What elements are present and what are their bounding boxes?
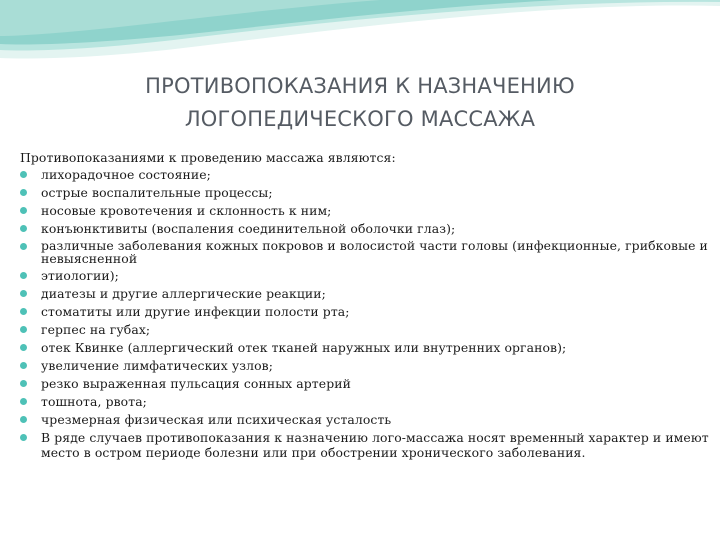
bullet-icon	[20, 416, 27, 423]
bullet-icon	[20, 243, 27, 250]
list-item: отек Квинке (аллергический отек тканей наружных или внутренних органов);	[20, 340, 710, 355]
contraindications-list	[20, 167, 710, 460]
intro-text: Противопоказаниями к проведению массажа являются:	[20, 150, 396, 165]
bullet-icon	[20, 290, 27, 297]
list-item: тошнота, рвота;	[20, 394, 710, 409]
list-item: острые воспалительные процессы;	[20, 185, 710, 200]
bullet-icon	[20, 344, 27, 351]
bullet-icon	[20, 398, 27, 405]
list-item: диатезы и другие аллергические реакции;	[20, 286, 710, 301]
list-item: увеличение лимфатических узлов;	[20, 358, 710, 373]
bullet-icon	[20, 272, 27, 279]
list-item: различные заболевания кожных покровов и волосистой части головы (инфекционные, грибковые и невыясненной	[20, 239, 710, 265]
list-item: герпес на губах;	[20, 322, 710, 337]
bullet-icon	[20, 434, 27, 441]
title-line-2: ЛОГОПЕДИЧЕСКОГО МАССАЖА	[184, 107, 536, 131]
list-item: чрезмерная физическая или психическая усталость	[20, 412, 710, 427]
bullet-icon	[20, 326, 27, 333]
list-item: стоматиты или другие инфекции полости рта;	[20, 304, 710, 319]
list-item: носовые кровотечения и склонность к ним;	[20, 203, 710, 218]
list-item: этиологии);	[20, 268, 710, 283]
bullet-icon	[20, 171, 27, 178]
decorative-wave-header	[0, 0, 720, 60]
list-item: лихорадочное состояние;	[20, 167, 710, 182]
slide-body	[20, 150, 710, 463]
bullet-icon	[20, 308, 27, 315]
title-line-1: ПРОТИВОПОКАЗАНИЯ К НАЗНАЧЕНИЮ	[145, 74, 575, 98]
list-item: В ряде случаев противопоказания к назначению лого-массажа носят временный характер и имеют место в остром периоде болезни или при обострении хронического заболевания.	[20, 430, 710, 460]
bullet-icon	[20, 225, 27, 232]
bullet-icon	[20, 362, 27, 369]
bullet-icon	[20, 189, 27, 196]
slide-title	[0, 70, 720, 136]
bullet-icon	[20, 380, 27, 387]
list-item: конъюнктивиты (воспаления соединительной оболочки глаз);	[20, 221, 710, 236]
list-item: резко выраженная пульсация сонных артерий	[20, 376, 710, 391]
bullet-icon	[20, 207, 27, 214]
